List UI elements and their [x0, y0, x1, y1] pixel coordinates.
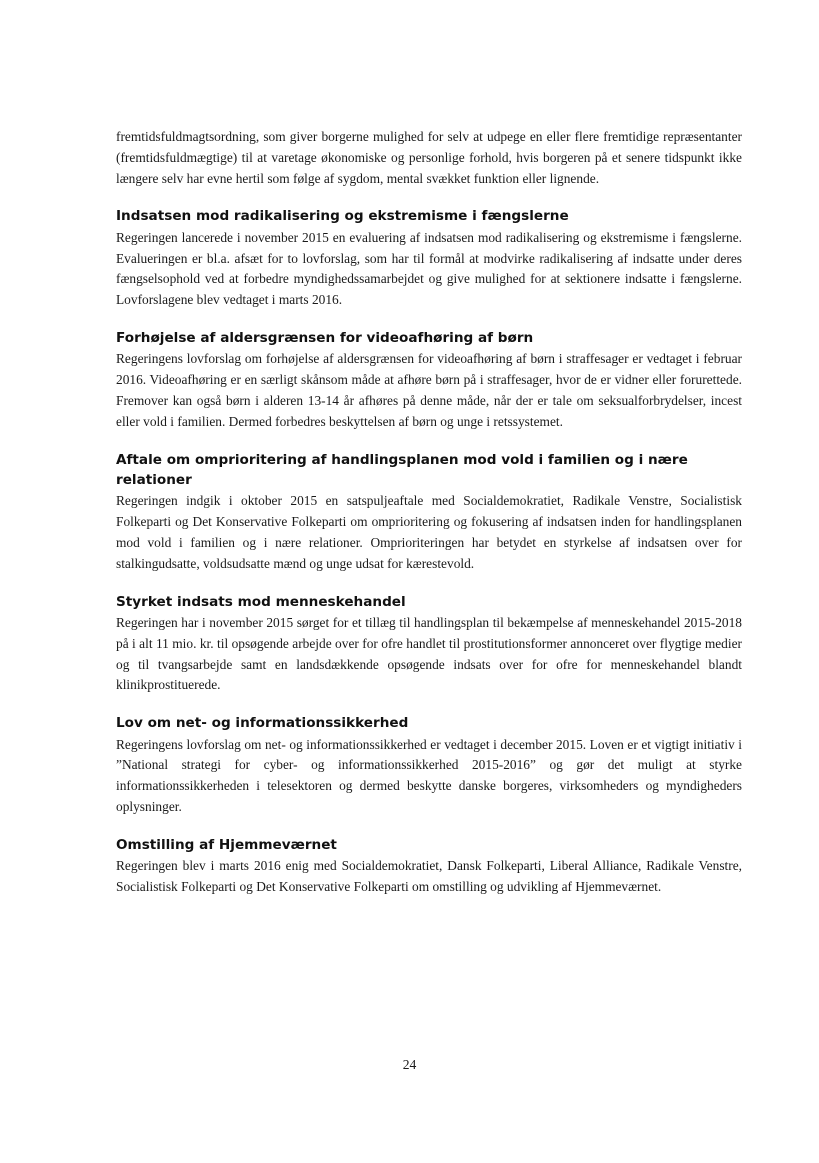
section-heading: Indsatsen mod radikalisering og ekstremisme i fængslerne — [116, 208, 569, 225]
section-body: Regeringen blev i marts 2016 enig med Socialdemokratiet, Dansk Folkeparti, Liberal Alliance, Radikale Venstre, Socialistisk Folkeparti og Det Konservative Folkeparti om omstilling og udvikling af Hjemmeværnet. — [116, 858, 742, 894]
section-heading: Styrket indsats mod menneskehandel — [116, 593, 406, 610]
section-domestic-violence — [116, 450, 742, 575]
section-heading: Omstilling af Hjemmeværnet — [116, 836, 337, 853]
section-heading: Forhøjelse af aldersgrænsen for videoafhøring af børn — [116, 329, 534, 346]
section-radicalisation — [116, 206, 742, 311]
section-home-guard — [116, 835, 742, 898]
section-heading: Lov om net- og informationssikkerhed — [116, 715, 409, 732]
page-number: 24 — [402, 1057, 417, 1072]
section-body: Regeringen lancerede i november 2015 en evaluering af indsatsen mod radikalisering og ekstremisme i fængslerne. Evalueringen er bl.a. afsæt for to lovforslag, som har til formål at modvirke radikalisering af indsatte under deres fængselsophold ved at forbedre myndighedssamarbejdet og give mulighed for at sektionere indsatte i fængslerne. Lovforslagene blev vedtaget i marts 2016. — [116, 229, 742, 308]
page-content — [116, 127, 742, 898]
section-body: Regeringens lovforslag om net- og informationssikkerhed er vedtaget i december 2015. Loven er et vigtigt initiativ i ”National strategi for cyber- og informationssikkerhed 2015-2016” og gør det muligt at styrke informationssikkerheden i telesektoren og dermed beskytte danske borgeres, virksomheders og myndigheders oplysninger. — [116, 736, 742, 814]
section-information-security — [116, 713, 742, 818]
section-body: Regeringens lovforslag om forhøjelse af aldersgrænsen for videoafhøring af børn i straffesager er vedtaget i februar 2016. Videoafhøring er en særligt skånsom måde at afhøre børn på i straffesager, hvor de er vidner eller forurettede. Fremover kan også børn i alderen 13-14 år afhøres på denne måde, når der er tale om seksualforbrydelser, incest eller vold i familien. Dermed forbedres beskyttelsen af børn og unge i retssystemet. — [116, 351, 742, 429]
section-human-trafficking — [116, 592, 742, 697]
section-body: Regeringen har i november 2015 sørget for et tillæg til handlingsplan til bekæmpelse af menneskehandel 2015-2018 på i alt 11 mio. kr. til opsøgende arbejde over for ofre handlet til prostitutionsformer annonceret over flygtige medier og til tvangsarbejde samt en landsdækkende opsøgende indsats over for ofre for menneskehandel blandt klinikprostituerede. — [116, 614, 742, 693]
intro-paragraph: fremtidsfuldmagtsordning, som giver borgerne mulighed for selv at udpege en eller flere fremtidige repræsentanter (fremtidsfuldmægtige) til at varetage økonomiske og personlige forhold, hvis borgeren på et senere tidspunkt ikke længere selv har evne hertil som følge af sygdom, mental svækket funktion eller lignende. — [116, 129, 742, 186]
section-body: Regeringen indgik i oktober 2015 en satspuljeaftale med Socialdemokratiet, Radikale Venstre, Socialistisk Folkeparti og Det Konservative Folkeparti om omprioritering og fokusering af indsatsen inden for handlingsplanen mod vold i familien og i nære relationer. Omprioriteringen har betydet en styrkelse af indsatsen over for stalkingudsatte, voldsudsatte mænd og unge udsat for kærestevold. — [116, 493, 742, 571]
section-video-interview — [116, 328, 742, 433]
section-heading: Aftale om omprioritering af handlingsplanen mod vold i familien og i nære relationer — [116, 451, 688, 488]
